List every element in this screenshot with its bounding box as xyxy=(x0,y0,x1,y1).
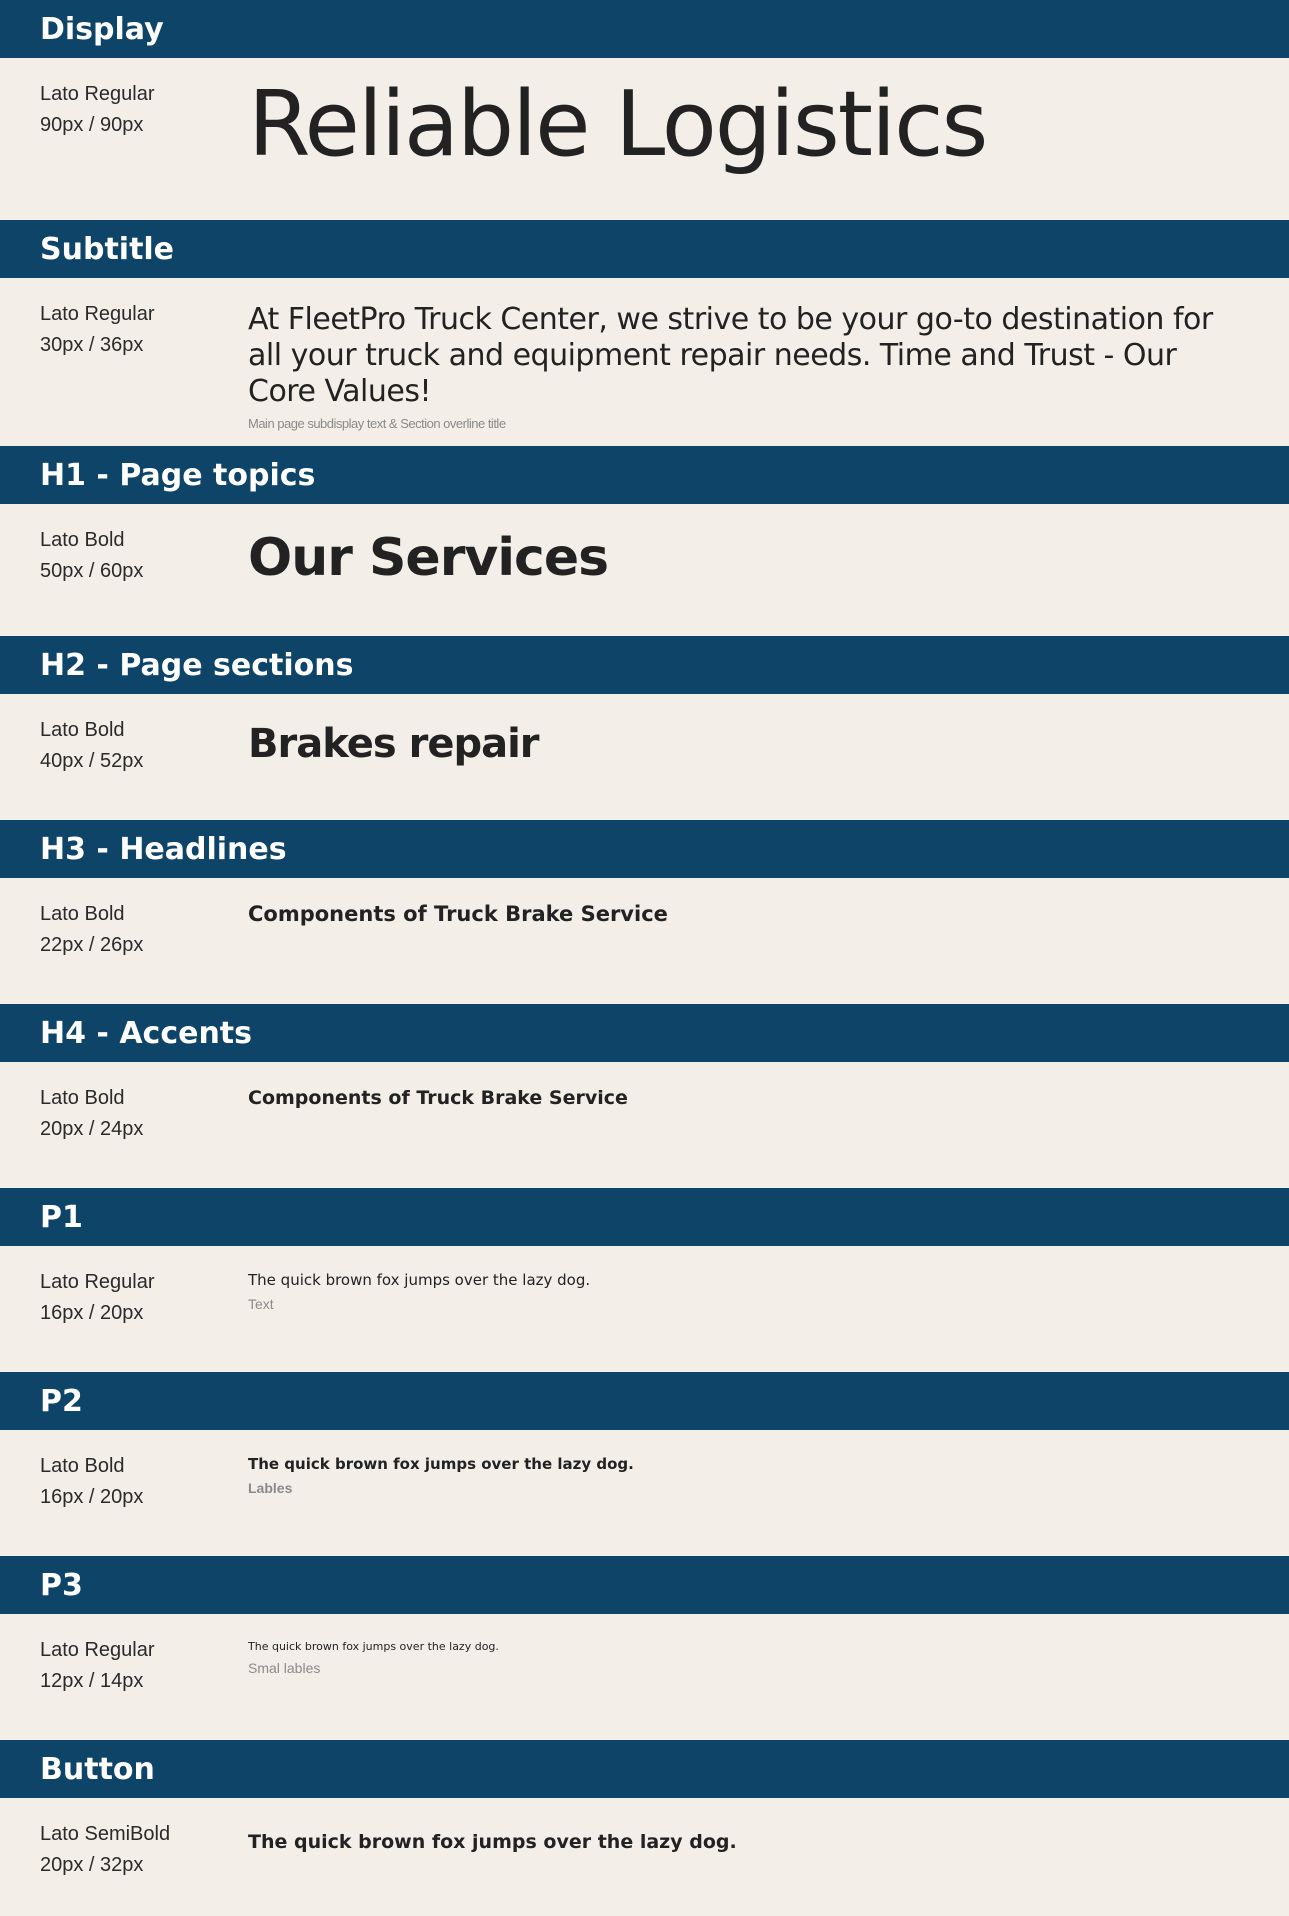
display-sample xyxy=(248,72,1249,177)
section-title: Display xyxy=(40,11,164,47)
h4-sample xyxy=(248,1086,1249,1110)
font-spec xyxy=(40,1083,143,1145)
section-body xyxy=(0,504,1289,636)
sample-text: At FleetPro Truck Center, we strive to be your go-to destination for all your truck and equipment repair needs. Time and Trust - Our Core Values! xyxy=(248,302,1213,409)
font-name: Lato Bold xyxy=(40,1087,125,1109)
sample-text: The quick brown fox jumps over the lazy dog. xyxy=(248,1271,591,1289)
section-p1 xyxy=(0,1188,1289,1372)
usage-note: Smal lables xyxy=(248,1660,321,1676)
font-spec xyxy=(40,79,155,141)
sample-text: Reliable Logistics xyxy=(248,72,987,177)
section-title: H3 - Headlines xyxy=(40,831,287,867)
font-size-spec: 90px / 90px xyxy=(40,114,144,136)
section-header xyxy=(0,1556,1289,1614)
font-size-spec: 30px / 36px xyxy=(40,334,144,356)
h1-sample xyxy=(248,528,1249,588)
font-spec xyxy=(40,1451,143,1513)
section-body xyxy=(0,878,1289,1004)
section-p3 xyxy=(0,1556,1289,1740)
font-spec xyxy=(40,1635,155,1697)
font-name: Lato Regular xyxy=(40,83,155,105)
font-spec xyxy=(40,715,143,777)
section-title: H1 - Page topics xyxy=(40,457,316,493)
h3-sample xyxy=(248,901,1249,927)
font-name: Lato SemiBold xyxy=(40,1823,171,1845)
section-display xyxy=(0,0,1289,220)
section-header xyxy=(0,636,1289,694)
font-spec xyxy=(40,525,143,587)
section-header xyxy=(0,0,1289,58)
section-button xyxy=(0,1740,1289,1916)
font-spec xyxy=(40,1819,170,1881)
font-name: Lato Regular xyxy=(40,1639,155,1661)
font-name: Lato Regular xyxy=(40,1271,155,1293)
usage-note: Text xyxy=(248,1296,274,1312)
font-name: Lato Bold xyxy=(40,1455,125,1477)
section-header xyxy=(0,1188,1289,1246)
font-spec xyxy=(40,899,143,961)
usage-note: Main page subdisplay text & Section overline title xyxy=(248,416,506,431)
font-spec xyxy=(40,299,155,361)
font-size-spec: 20px / 24px xyxy=(40,1118,144,1140)
sample-text: The quick brown fox jumps over the lazy dog. xyxy=(248,1831,737,1853)
font-name: Lato Bold xyxy=(40,529,125,551)
font-size-spec: 50px / 60px xyxy=(40,560,144,582)
section-p2 xyxy=(0,1372,1289,1556)
section-header xyxy=(0,446,1289,504)
section-h1 xyxy=(0,446,1289,636)
font-spec xyxy=(40,1267,155,1329)
font-name: Lato Bold xyxy=(40,903,125,925)
font-size-spec: 16px / 20px xyxy=(40,1486,144,1508)
subtitle-sample xyxy=(248,302,1249,432)
p3-sample xyxy=(248,1640,1249,1676)
section-title: Button xyxy=(40,1751,155,1787)
sample-text: Components of Truck Brake Service xyxy=(248,902,668,926)
p1-sample xyxy=(248,1270,1249,1312)
section-body xyxy=(0,1430,1289,1556)
font-size-spec: 12px / 14px xyxy=(40,1670,144,1692)
font-name: Lato Bold xyxy=(40,719,125,741)
section-body xyxy=(0,1246,1289,1372)
section-body xyxy=(0,694,1289,820)
section-body xyxy=(0,58,1289,220)
section-header xyxy=(0,1004,1289,1062)
p2-sample xyxy=(248,1454,1249,1496)
section-title: P3 xyxy=(40,1567,83,1603)
section-h3 xyxy=(0,820,1289,1004)
font-name: Lato Regular xyxy=(40,303,155,325)
section-header xyxy=(0,220,1289,278)
usage-note: Lables xyxy=(248,1480,293,1496)
section-title: P2 xyxy=(40,1383,83,1419)
section-h4 xyxy=(0,1004,1289,1188)
sample-text: Our Services xyxy=(248,528,609,588)
section-header xyxy=(0,820,1289,878)
section-header xyxy=(0,1372,1289,1430)
h2-sample xyxy=(248,718,1249,770)
font-size-spec: 20px / 32px xyxy=(40,1854,144,1876)
section-h2 xyxy=(0,636,1289,820)
font-size-spec: 16px / 20px xyxy=(40,1302,144,1324)
button-sample xyxy=(248,1826,1249,1858)
section-body xyxy=(0,1614,1289,1740)
section-body xyxy=(0,1798,1289,1916)
sample-text: The quick brown fox jumps over the lazy dog. xyxy=(248,1640,499,1653)
font-size-spec: 22px / 26px xyxy=(40,934,144,956)
sample-text: Components of Truck Brake Service xyxy=(248,1087,628,1109)
section-header xyxy=(0,1740,1289,1798)
font-size-spec: 40px / 52px xyxy=(40,750,144,772)
section-title: Subtitle xyxy=(40,231,175,267)
section-subtitle xyxy=(0,220,1289,446)
section-title: H2 - Page sections xyxy=(40,647,354,683)
section-title: H4 - Accents xyxy=(40,1015,253,1051)
section-title: P1 xyxy=(40,1199,83,1235)
sample-text: Brakes repair xyxy=(248,721,539,767)
sample-text: The quick brown fox jumps over the lazy dog. xyxy=(248,1455,634,1473)
section-body xyxy=(0,1062,1289,1188)
section-body xyxy=(0,278,1289,446)
